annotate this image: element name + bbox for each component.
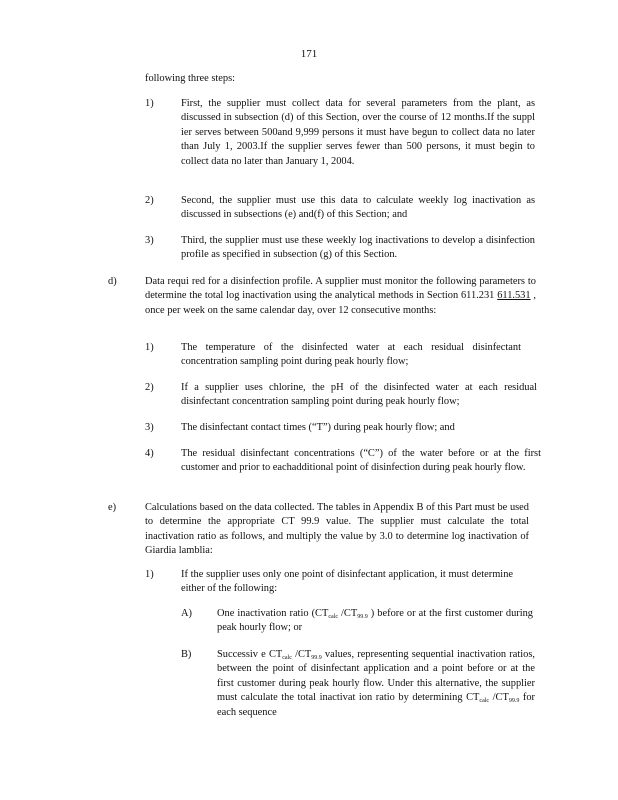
sub-label: A) bbox=[181, 608, 192, 619]
item-label: 1) bbox=[145, 342, 154, 353]
underlined-section-ref: 611.531 bbox=[497, 290, 531, 302]
sub-text: One inactivation ratio ($CT_{calc}$ $/CT_{99.9}$ ) before or at the first customer during peak hourly flow; or bbox=[217, 608, 534, 634]
item-text: The temperature of the disinfected water at each residual disinfectant concentration sampling point during peak hourly flow; bbox=[181, 342, 521, 368]
item-label: 2) bbox=[145, 382, 154, 393]
item-label: 4) bbox=[145, 448, 154, 459]
step-text: Second, the supplier must use this data to calculate weekly log inactivation as discussed in subsections (e) and(f) of this Section; and bbox=[181, 195, 535, 221]
section-text: Data requi red for a disinfection profile. A supplier must monitor the following parameters to determine the total log inactivation using the analytical methods in Section 611.231 611.531 , once per week on the same calendar day, over 12 consecutive months: bbox=[145, 276, 536, 316]
page-number: 171 bbox=[300, 48, 318, 60]
section-label: d) bbox=[108, 276, 117, 287]
item-text: The disinfectant contact times (“T”) during peak hourly flow; and bbox=[181, 422, 455, 433]
step-text: First, the supplier must collect data for several parameters from the plant, as discussed in subsection (d) of this Section, over the course of 12 months.If the suppl ier serves between 500and 9,999 persons it must have begun to collect data no later than July 1, 2003.If the supplier serves fewer than 500 persons, it must begin to collect data no later than January 1, 2004. bbox=[181, 98, 535, 167]
item-text: If the supplier uses only one point of disinfectant application, it must determine either of the following: bbox=[181, 569, 513, 595]
intro-line: following three steps: bbox=[145, 73, 236, 84]
item-text: The residual disinfectant concentrations (“C”) of the water before or at the first customer and prior to eachadditional point of disinfection during peak hourly flow. bbox=[181, 448, 541, 474]
section-label: e) bbox=[108, 502, 117, 513]
item-label: 3) bbox=[145, 422, 154, 433]
step-label: 1) bbox=[145, 98, 154, 109]
item-label: 1) bbox=[145, 569, 154, 580]
step-label: 2) bbox=[145, 195, 154, 206]
sub-label: B) bbox=[181, 649, 192, 660]
step-label: 3) bbox=[145, 235, 154, 246]
sub-text: Successiv e $CT_{calc}$ $/CT_{99.9}$ values, representing sequential inactivation ratios, between the point of disinfectant application and a point before or at the first customer during peak hourly flow. Under this alternative, the supplier must calculate the total inactivat ion ratio by determining $CT_{calc}$ $/CT_{99.9}$ for each sequence bbox=[217, 649, 536, 718]
section-text: Calculations based on the data collected. The tables in Appendix B of this Part must be used to determine the appropriate CT 99.9 value. The supplier must calculate the total inactivation ratio as follows, and multiply the value by 3.0 to determine log inactivation of Giardia lamblia: bbox=[145, 502, 529, 557]
step-text: Third, the supplier must use these weekly log inactivations to develop a disinfection profile as specified in subsection (g) of this Section. bbox=[181, 235, 535, 261]
item-text: If a supplier uses chlorine, the pH of the disinfected water at each residual disinfectant concentration sampling point during peak hourly flow; bbox=[181, 382, 537, 408]
